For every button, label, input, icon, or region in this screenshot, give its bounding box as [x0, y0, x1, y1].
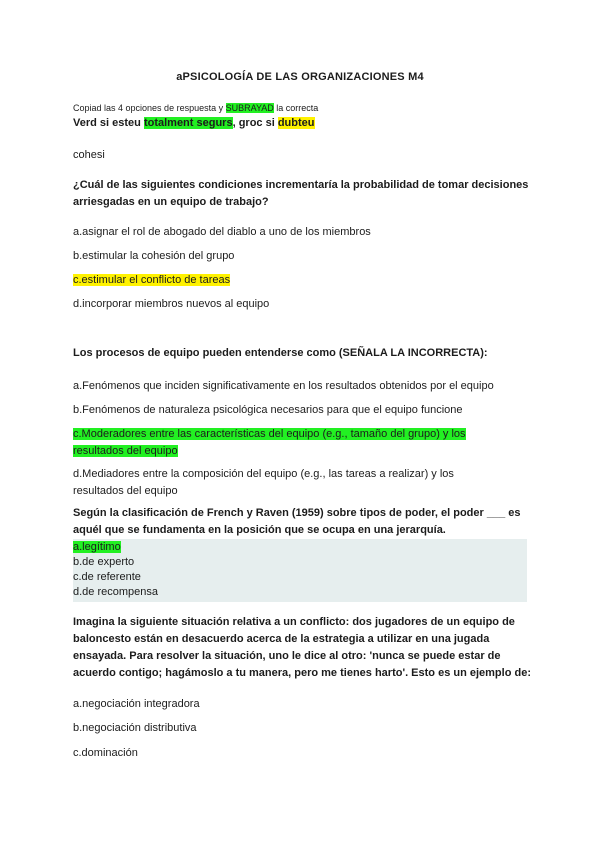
question-3-options-block: [73, 539, 527, 602]
option-4c: c.dominación: [73, 747, 138, 759]
option-2b: b.Fenómenos de naturaleza psicológica necesarios para que el equipo funcione: [73, 404, 463, 416]
option-1a: a.asignar el rol de abogado del diablo a uno de los miembros: [73, 226, 371, 238]
green-highlight: totalment segurs: [143, 117, 233, 129]
option-2c-highlight: c.Moderadores entre las características del equipo (e.g., tamaño del grupo) y los resultados del equipo: [73, 428, 466, 457]
underline-highlight: SUBRAYAD: [225, 103, 274, 113]
option-3a: [73, 540, 527, 555]
option-4a: a.negociación integradora: [73, 698, 200, 710]
question-1: ¿Cuál de las siguientes condiciones incrementaría la probabilidad de tomar decisiones arriesgadas en un equipo de trabajo?: [73, 179, 529, 208]
option-1c-highlight: c.estimular el conflicto de tareas: [73, 274, 231, 286]
document-title: aPSICOLOGÍA DE LAS ORGANIZACIONES M4: [176, 71, 424, 83]
option-1c: [73, 272, 230, 289]
option-1b: b.estimular la cohesión del grupo: [73, 250, 235, 262]
option-2a: a.Fenómenos que inciden significativamente en los resultados obtenidos por el equipo: [73, 380, 494, 392]
yellow-highlight: dubteu: [277, 117, 315, 129]
instructions-line-1: [73, 103, 318, 113]
option-1d: d.incorporar miembros nuevos al equipo: [73, 298, 270, 310]
option-3c: c.de referente: [73, 571, 141, 583]
question-3: Según la clasificación de French y Raven (1959) sobre tipos de poder, el poder ___ es aquél que se fundamenta en la posición que se ocupa en una jerarquía.: [73, 507, 521, 536]
instructions-text: Copiad las 4 opciones de respuesta y: [73, 103, 226, 113]
option-3d: d.de recompensa: [73, 586, 158, 598]
option-2d: d.Mediadores entre la composición del equipo (e.g., las tareas a realizar) y los resultados del equipo: [73, 468, 454, 497]
instructions-text: , groc si: [232, 117, 278, 129]
option-2c: [73, 426, 493, 460]
instructions-text: Verd si esteu: [73, 117, 144, 129]
instructions-line-2: [73, 117, 315, 129]
instructions-text-end: la correcta: [273, 103, 319, 113]
stray-word: cohesi: [73, 149, 105, 161]
question-2: Los procesos de equipo pueden entenderse como (SEÑALA LA INCORRECTA):: [73, 347, 488, 359]
option-3a-highlight: a.legítimo: [73, 541, 121, 553]
question-4: Imagina la siguiente situación relativa a un conflicto: dos jugadores de un equipo de baloncesto están en desacuerdo acerca de la estrategia a utilizar en una jugada ensayada. Para resolver la situación, uno le dice al otro: 'nunca se puede estar de acuerdo contigo; hagámoslo a tu manera, pero me tienes harto'. Esto es un ejemplo de:: [73, 616, 531, 679]
option-3b: b.de experto: [73, 556, 135, 568]
option-4b: b.negociación distributiva: [73, 722, 197, 734]
